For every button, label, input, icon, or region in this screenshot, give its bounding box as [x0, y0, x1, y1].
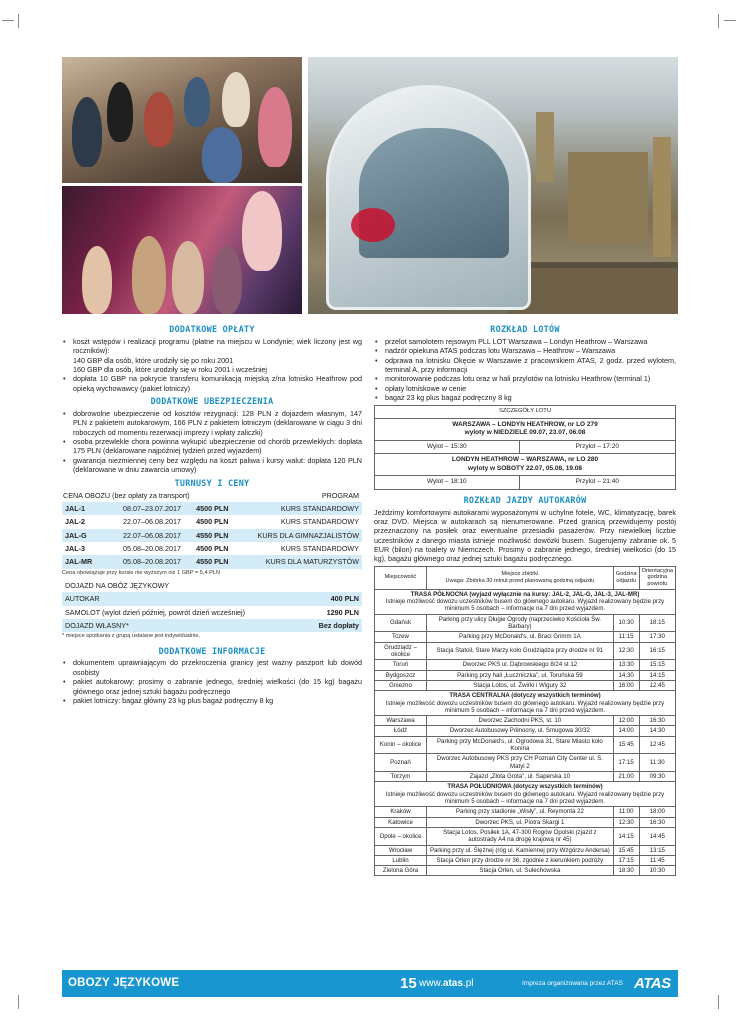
table-row	[375, 614, 676, 632]
table-row	[375, 670, 676, 680]
table-row	[375, 716, 676, 726]
term-program: KURS DLA MATURZYSTÓW	[239, 555, 362, 568]
stop-city: Kraków	[375, 807, 427, 817]
col-place: Miejsce zbiórki	[501, 571, 539, 578]
outbound-dates: wyloty w NIEDZIELE 09.07, 23.07, 06.08	[464, 429, 586, 437]
table-row	[375, 440, 676, 453]
stop-return: 18:15	[639, 614, 675, 632]
stop-place: Parking przy McDonald's, ul. Ogrodowa 31, Stare Miasto koło Konina	[427, 736, 614, 754]
term-program: KURS STANDARDOWY	[239, 515, 362, 528]
term-code: JAL-MR	[62, 555, 120, 568]
return-route: LONDYN HEATHROW – WARSZAWA, nr LO 280	[451, 456, 599, 464]
term-dates: 22.07–06.08.2017	[120, 515, 193, 528]
crop-mark	[2, 20, 14, 21]
stop-city: Lublin	[375, 855, 427, 865]
atas-logo: ATAS	[634, 975, 671, 992]
term-code: JAL-1	[62, 502, 120, 515]
crop-mark	[18, 995, 19, 1009]
list-item-text: koszt wstępów i realizacji programu (płatne na miejscu w Londynie; wiek liczony jest wg roczników):	[73, 336, 362, 356]
list-item: • dopłata 10 GBP na pokrycie transferu komunikacją miejską z/na lotnisko Heathrow pod opieką wychowawcy (pakiet lotniczy)	[62, 374, 362, 393]
stop-departure: 12:30	[613, 817, 639, 827]
outbound-arrival: Przylot – 17:20	[519, 440, 675, 453]
price-head-left: CENA OBOZU (bez opłaty za transport)	[63, 491, 190, 501]
insurance-list	[62, 409, 362, 475]
stop-place: Stacja Orlen przy drodze nr 36, zgodnie z kierunkiem podróży	[427, 855, 614, 865]
stop-return: 16:15	[639, 642, 675, 660]
route-name: TRASA CENTRALNA (dotyczy wszystkich terminów)	[449, 692, 601, 700]
table-row	[375, 476, 676, 489]
col-place-note: Uwaga: Zbiórka 30 minut przed planowaną godziną odjazdu	[445, 577, 595, 584]
return-arrival: Przylot – 21:40	[519, 476, 675, 489]
flights-title: ROZKŁAD LOTÓW	[490, 324, 560, 334]
stop-place: Parking przy hali „Łuczniczka”, ul. Toruńska 59	[427, 670, 614, 680]
term-code: JAL-G	[62, 529, 120, 542]
list-item: • bagaż 23 kg plus bagaż podręczny 8 kg	[374, 393, 676, 402]
table-row	[62, 529, 362, 542]
stop-departure: 13:30	[613, 660, 639, 670]
flight-table-head: SZCZEGÓŁY LOTU	[375, 406, 676, 419]
stop-city: Toruń	[375, 660, 427, 670]
stop-place: Parking przy McDonald's, ul. Braci Grimm 1A	[427, 632, 614, 642]
stop-place: Zajazd „Złota Grota”, ul. Saperska 10	[427, 772, 614, 782]
table-row	[375, 418, 676, 440]
term-price: 4500 PLN	[193, 542, 239, 555]
url-suffix: .pl	[462, 978, 474, 989]
term-price: 4500 PLN	[193, 502, 239, 515]
term-code: JAL-3	[62, 542, 120, 555]
organizer-note: Impreza organizowana przez ATAS	[522, 980, 623, 987]
stop-departure: 17:15	[613, 855, 639, 865]
list-item: • pakiet lotniczy: bagaż główny 23 kg plus bagaż podręczny 8 kg	[62, 696, 362, 705]
stop-place: Dworzec PKS ul. Dąbrowskiego 8/24 st 12	[427, 660, 614, 670]
stop-city: Poznań	[375, 754, 427, 772]
stop-city: Gniezno	[375, 680, 427, 690]
route-name: TRASA POŁUDNIOWA (dotyczy wszystkich terminów)	[447, 783, 603, 791]
table-row	[375, 726, 676, 736]
stop-return: 14:15	[639, 670, 675, 680]
stop-departure: 14:30	[613, 670, 639, 680]
flights-list	[374, 337, 676, 403]
footer-bar	[62, 970, 678, 997]
route-note: Istnieje możliwość dowozu uczestników busem do głównego autokaru. Wyjazd realizowany będzie przy minimum 5 osobach – informacje na 7 dni przed wyjazdem.	[385, 790, 665, 805]
outbound-route: WARSZAWA – LONDYN HEATHROW, nr LO 279	[452, 420, 598, 428]
crop-mark	[18, 14, 19, 28]
stop-return: 11:45	[639, 855, 675, 865]
table-row	[375, 855, 676, 865]
col-return: Orientacyjna godzina powrotu	[639, 566, 675, 589]
route-note: Istnieje możliwość dowozu uczestników busem do głównego autokaru. Wyjazd realizowany będzie przy minimum 5 osobach – informacje na 7 dni przed wyjazdem.	[385, 699, 665, 714]
stop-place: Stacja Orlen, ul. Sulechowska	[427, 866, 614, 876]
stop-departure: 14:15	[613, 827, 639, 845]
term-code: JAL-2	[62, 515, 120, 528]
transport-head: DOJAZD NA OBÓZ JĘZYKOWY	[62, 579, 362, 592]
col-departure: Godzina odjazdu	[613, 566, 639, 589]
transport-label: SAMOLOT (wylot dzień później, powrót dzień wcześniej)	[65, 607, 246, 617]
route-note: Istnieje możliwość dowozu uczestników busem do głównego autokaru. Wyjazd realizowany będzie przy minimum 5 osobach – informacje na 7 dni przed wyjazdem.	[385, 598, 665, 613]
crop-mark	[724, 20, 736, 21]
table-row	[375, 817, 676, 827]
table-row	[375, 845, 676, 855]
stop-place: Parking przy ul. Ślężnej (róg ul. Kamiennej przy Wzgórzu Andersa)	[427, 845, 614, 855]
stop-departure: 11:00	[613, 807, 639, 817]
stop-return: 12:45	[639, 680, 675, 690]
stop-departure: 14:00	[613, 726, 639, 736]
table-header-row	[375, 566, 676, 589]
stop-return: 16:30	[639, 817, 675, 827]
stop-city: Warszawa	[375, 716, 427, 726]
page-number: 15	[400, 975, 417, 992]
term-program: KURS STANDARDOWY	[239, 502, 362, 515]
stop-place: Dworzec Autobusowy Północny, ul. Smugowa 30/32	[427, 726, 614, 736]
stop-city: Katowice	[375, 817, 427, 827]
url-prefix: www.	[419, 978, 443, 989]
stop-return: 12:45	[639, 736, 675, 754]
list-item: • monitorowanie podczas lotu oraz w hali przylotów na lotnisku Heathrow (terminal 1)	[374, 374, 676, 383]
stop-return: 18:00	[639, 807, 675, 817]
table-row	[375, 680, 676, 690]
table-row	[375, 632, 676, 642]
stop-place: Dworzec Autobusowy PKS przy CH Poznań City Center ul. S. Matyi 2	[427, 754, 614, 772]
transport-price: 400 PLN	[302, 592, 362, 605]
list-item: • opłaty lotniskowe w cenie	[374, 384, 676, 393]
insurance-title: DODATKOWE UBEZPIECZENIA	[150, 396, 274, 407]
info-list	[62, 658, 362, 705]
term-dates: 08.07–23.07.2017	[120, 502, 193, 515]
list-item: • odprawa na lotnisku Okęcie w Warszawie z pracownikiem ATAS, 2 godz. przed wylotem, terminal A, przy informacji	[374, 356, 676, 375]
stop-departure: 17:15	[613, 754, 639, 772]
stop-departure: 12:00	[613, 716, 639, 726]
table-row	[375, 660, 676, 670]
terms-title: TURNUSY I CENY	[174, 477, 250, 488]
stop-place: Dworzec PKS, ul. Piotra Skargi 1	[427, 817, 614, 827]
route-header-row	[375, 782, 676, 807]
coach-schedule-table	[374, 566, 676, 877]
stop-departure: 11:15	[613, 632, 639, 642]
stop-return: 11:30	[639, 754, 675, 772]
right-column	[374, 322, 676, 876]
stop-departure: 18:30	[613, 866, 639, 876]
london-eye-photo	[308, 57, 678, 314]
route-header-row	[375, 691, 676, 716]
stop-place: Parking przy ulicy Długie Ogrody (naprzeciwko Kościoła Św. Barbary)	[427, 614, 614, 632]
footer-title: OBOZY JĘZYKOWE	[68, 977, 180, 989]
table-row	[62, 502, 362, 515]
table-row	[62, 542, 362, 555]
stop-city: Torzym	[375, 772, 427, 782]
left-column	[62, 322, 362, 705]
transport-table	[62, 579, 362, 632]
stop-place: Stacja Lotos, Posiłek 1A, 47-300 Rogów Opolski (zjazd z autostrady A4 na drogę krajową nr 45)	[427, 827, 614, 845]
stop-return: 10:30	[639, 866, 675, 876]
table-row	[62, 592, 362, 605]
col-city: Miejscowość	[375, 566, 427, 589]
list-item: • osoba przewlekle chora powinna wykupić ubezpieczenie od chorób przewlekłych: dopłata 175 PLN (deklarowane najpóźniej tydzień przed wyjazdem)	[62, 437, 362, 456]
transport-price: 1290 PLN	[326, 607, 359, 617]
stop-city: Zielona Góra	[375, 866, 427, 876]
stop-city: Tczew	[375, 632, 427, 642]
stop-place: Stacja Statoil, Stare Marzy koło Grudziądza przy drodze nr 91	[427, 642, 614, 660]
table-row	[62, 515, 362, 528]
url-domain: atas	[442, 978, 463, 989]
list-item: • dokumentem uprawniającym do przekroczenia granicy jest ważny paszport lub dowód osobisty	[62, 658, 362, 677]
stop-city: Konin – okolice	[375, 736, 427, 754]
list-item: • gwarancja niezmiennej ceny bez względu na koszt paliwa i kursy walut: dopłata 120 PLN (deklarowane w dniu zawarcia umowy)	[62, 456, 362, 475]
info-title: DODATKOWE INFORMACJE	[158, 645, 266, 656]
stop-departure: 16:00	[613, 680, 639, 690]
stop-city: Grudziądz – okolice	[375, 642, 427, 660]
stop-return: 09:30	[639, 772, 675, 782]
return-dates: wyloty w SOBOTY 22.07, 05.08, 19.08	[467, 464, 583, 472]
table-row	[375, 866, 676, 876]
table-row	[375, 754, 676, 772]
stop-city: Opole – okolice	[375, 827, 427, 845]
crop-mark	[718, 14, 719, 28]
term-program: KURS STANDARDOWY	[239, 542, 362, 555]
table-row	[375, 454, 676, 476]
crop-mark	[718, 995, 719, 1009]
students-group-photo	[62, 57, 302, 183]
term-dates: 05.08–20.08.2017	[120, 542, 193, 555]
list-item	[62, 337, 362, 374]
stop-city: Wrocław	[375, 845, 427, 855]
price-table	[62, 502, 362, 569]
stop-city: Gdańsk	[375, 614, 427, 632]
stop-city: Bydgoszcz	[375, 670, 427, 680]
list-item: • przelot samolotem rejsowym PLL LOT Warszawa – Londyn Heathrow – Warszawa	[374, 337, 676, 346]
extra-costs-list	[62, 337, 362, 393]
stop-return: 16:30	[639, 716, 675, 726]
stop-departure: 12:30	[613, 642, 639, 660]
term-price: 4500 PLN	[193, 515, 239, 528]
term-dates: 22.07–06.08.2017	[120, 529, 193, 542]
table-row	[375, 736, 676, 754]
age-line: 140 GBP dla osób, które urodziły się po roku 2001	[73, 355, 234, 365]
table-row	[375, 406, 676, 419]
route-name: TRASA PÓŁNOCNA (wyjazd wyłącznie na kursy: JAL-2, JAL-G, JAL-3, JAL-MR)	[410, 590, 640, 598]
stop-departure: 10:30	[613, 614, 639, 632]
stop-departure: 15:45	[613, 845, 639, 855]
return-departure: Wylot – 18:10	[375, 476, 520, 489]
coach-title: ROZKŁAD JAZDY AUTOKARÓW	[463, 494, 587, 505]
table-row	[62, 579, 362, 592]
stop-place: Dworzec Zachodni PKS, st. 10	[427, 716, 614, 726]
price-head-right: PROGRAM	[321, 491, 359, 501]
stop-return: 13:15	[639, 845, 675, 855]
stop-city: Łódź	[375, 726, 427, 736]
table-row	[62, 555, 362, 568]
wax-museum-photo	[62, 186, 302, 314]
term-program: KURS DLA GIMNAZJALISTÓW	[239, 529, 362, 542]
stop-return: 15:15	[639, 660, 675, 670]
stop-place: Parking przy stadionie „Wisły”, ul. Reymonta 22	[427, 807, 614, 817]
exchange-note: Cena obowiązuje przy kursie nie wyższym niż 1 GBP = 5,4 PLN	[62, 569, 220, 576]
meeting-note: * miejsce spotkania z grupą ustalane jest indywidualnie.	[62, 633, 201, 640]
term-dates: 05.08–20.08.2017	[120, 555, 193, 568]
website-link[interactable]	[419, 977, 473, 990]
outbound-departure: Wylot – 15:30	[375, 440, 520, 453]
list-item: • nadzór opiekuna ATAS podczas lotu Warszawa – Heathrow – Warszawa	[374, 346, 676, 355]
age-line: 160 GBP dla osób, które urodziły się w roku 2001 i wcześniej	[73, 365, 268, 374]
list-item: • pakiet autokarowy: prosimy o zabranie jednego, średniej wielkości (do 15 kg) bagażu głównego oraz jednej sztuki bagażu podręcznego	[62, 677, 362, 696]
table-row	[375, 807, 676, 817]
stop-departure: 15:45	[613, 736, 639, 754]
list-item: • dobrowolne ubezpieczenie od kosztów rezygnacji: 128 PLN z dojazdem własnym, 147 PLN z pakietem autokarowym, 166 PLN z pakietem lotniczym (deklarowane w ciągu 3 dni roboczych od momentu rezerwacji imprezy i wpłaty zaliczki)	[62, 409, 362, 437]
table-row	[62, 606, 362, 619]
table-row	[375, 642, 676, 660]
transport-label: DOJAZD WŁASNY*	[62, 619, 302, 632]
extra-costs-title: DODATKOWE OPŁATY	[169, 324, 255, 334]
stop-departure: 21:00	[613, 772, 639, 782]
stop-return: 17:30	[639, 632, 675, 642]
transport-label: AUTOKAR	[62, 592, 302, 605]
coach-intro: Jeździmy komfortowymi autokarami wyposażonymi w uchylne fotele, WC, klimatyzację, barek oraz DVD. Miejsca w autokarach są nienumerowane. Przed granicą przewidujemy postój przeznaczony na posiłek oraz ewentualne przesiadki pasażerów. Przy niewielkiej liczbie uczestników z danego miasta istnieje możliwość dowózki busem. Sugerujemy zabranie ok. 5 EUR (bilon) na toalety w Niemczech. Prosimy o zabranie jednego, średniej wielkości (do 15 kg), bagażu głównego oraz jednej sztuki bagażu podręcznego.	[374, 507, 676, 564]
table-row	[375, 772, 676, 782]
flight-table	[374, 405, 676, 489]
term-price: 4550 PLN	[193, 529, 239, 542]
stop-place: Stacja Lotos, ul. Żwirki i Wigury 32	[427, 680, 614, 690]
stop-return: 14:30	[639, 726, 675, 736]
table-row	[62, 619, 362, 632]
transport-price: Bez dopłaty	[302, 619, 362, 632]
table-row	[375, 827, 676, 845]
term-price: 4550 PLN	[193, 555, 239, 568]
route-header-row	[375, 589, 676, 614]
stop-return: 14:45	[639, 827, 675, 845]
price-table-header	[62, 490, 362, 501]
